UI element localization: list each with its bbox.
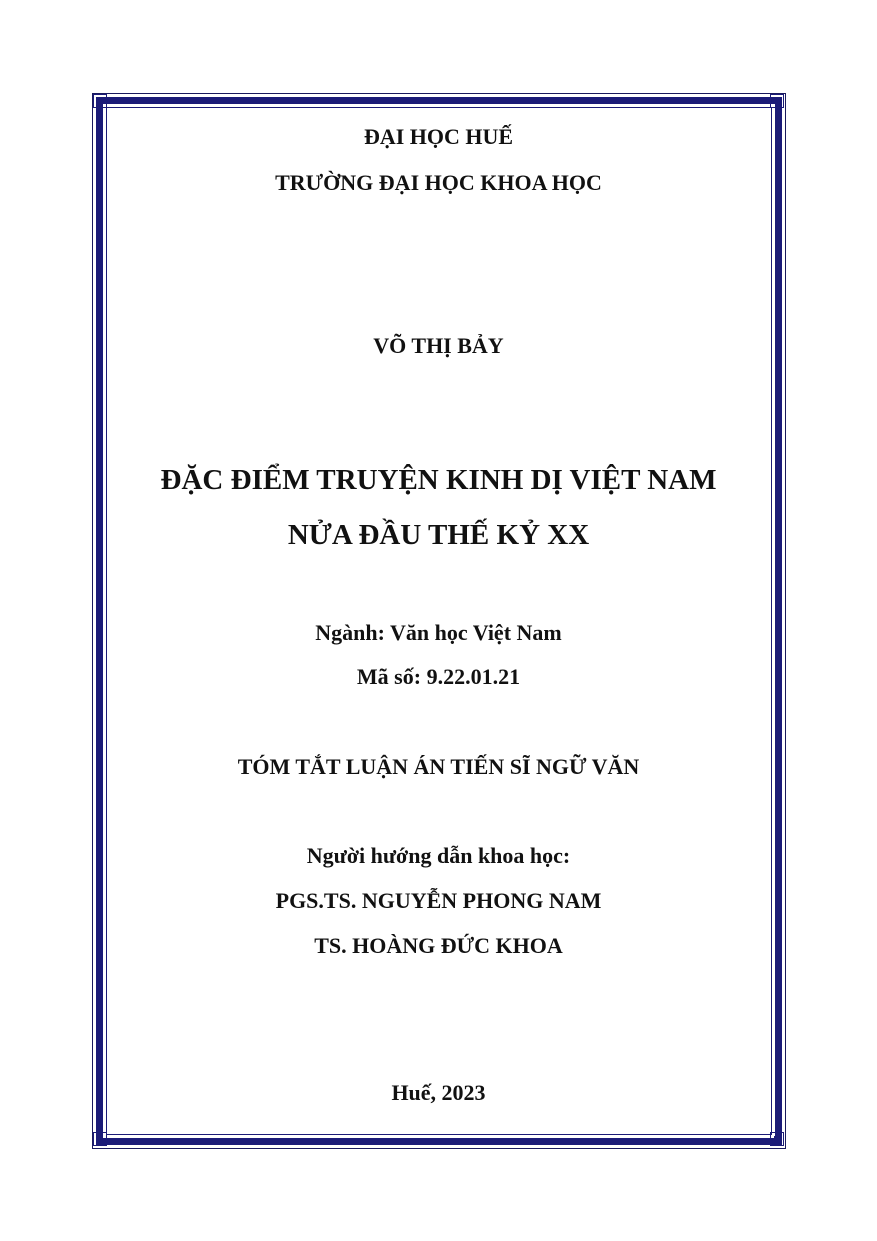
thesis-title-line-2: NỬA ĐẦU THẾ KỶ XX [287, 519, 590, 551]
university-name: ĐẠI HỌC HUẾ [363, 124, 514, 149]
school-name: TRƯỜNG ĐẠI HỌC KHOA HỌC [275, 170, 602, 195]
major-field: Ngành: Văn học Việt Nam [315, 620, 562, 645]
thesis-title-line-1: ĐẶC ĐIỂM TRUYỆN KINH DỊ VIỆT NAM [160, 464, 717, 496]
advisor-name-2: TS. HOÀNG ĐỨC KHOA [314, 933, 563, 958]
place-and-year: Huế, 2023 [391, 1080, 486, 1105]
corner-ornament-bottom-right [770, 1132, 784, 1146]
major-code: Mã số: 9.22.01.21 [356, 664, 521, 689]
document-type: TÓM TẮT LUẬN ÁN TIẾN SĨ NGỮ VĂN [237, 754, 640, 779]
author-name: VÕ THỊ BẢY [373, 333, 504, 358]
corner-ornament-bottom-left [93, 1132, 107, 1146]
corner-ornament-top-left [93, 94, 107, 108]
advisor-name-1: PGS.TS. NGUYỄN PHONG NAM [275, 888, 602, 913]
advisors-label: Người hướng dẫn khoa học: [306, 843, 571, 868]
corner-ornament-top-right [770, 94, 784, 108]
